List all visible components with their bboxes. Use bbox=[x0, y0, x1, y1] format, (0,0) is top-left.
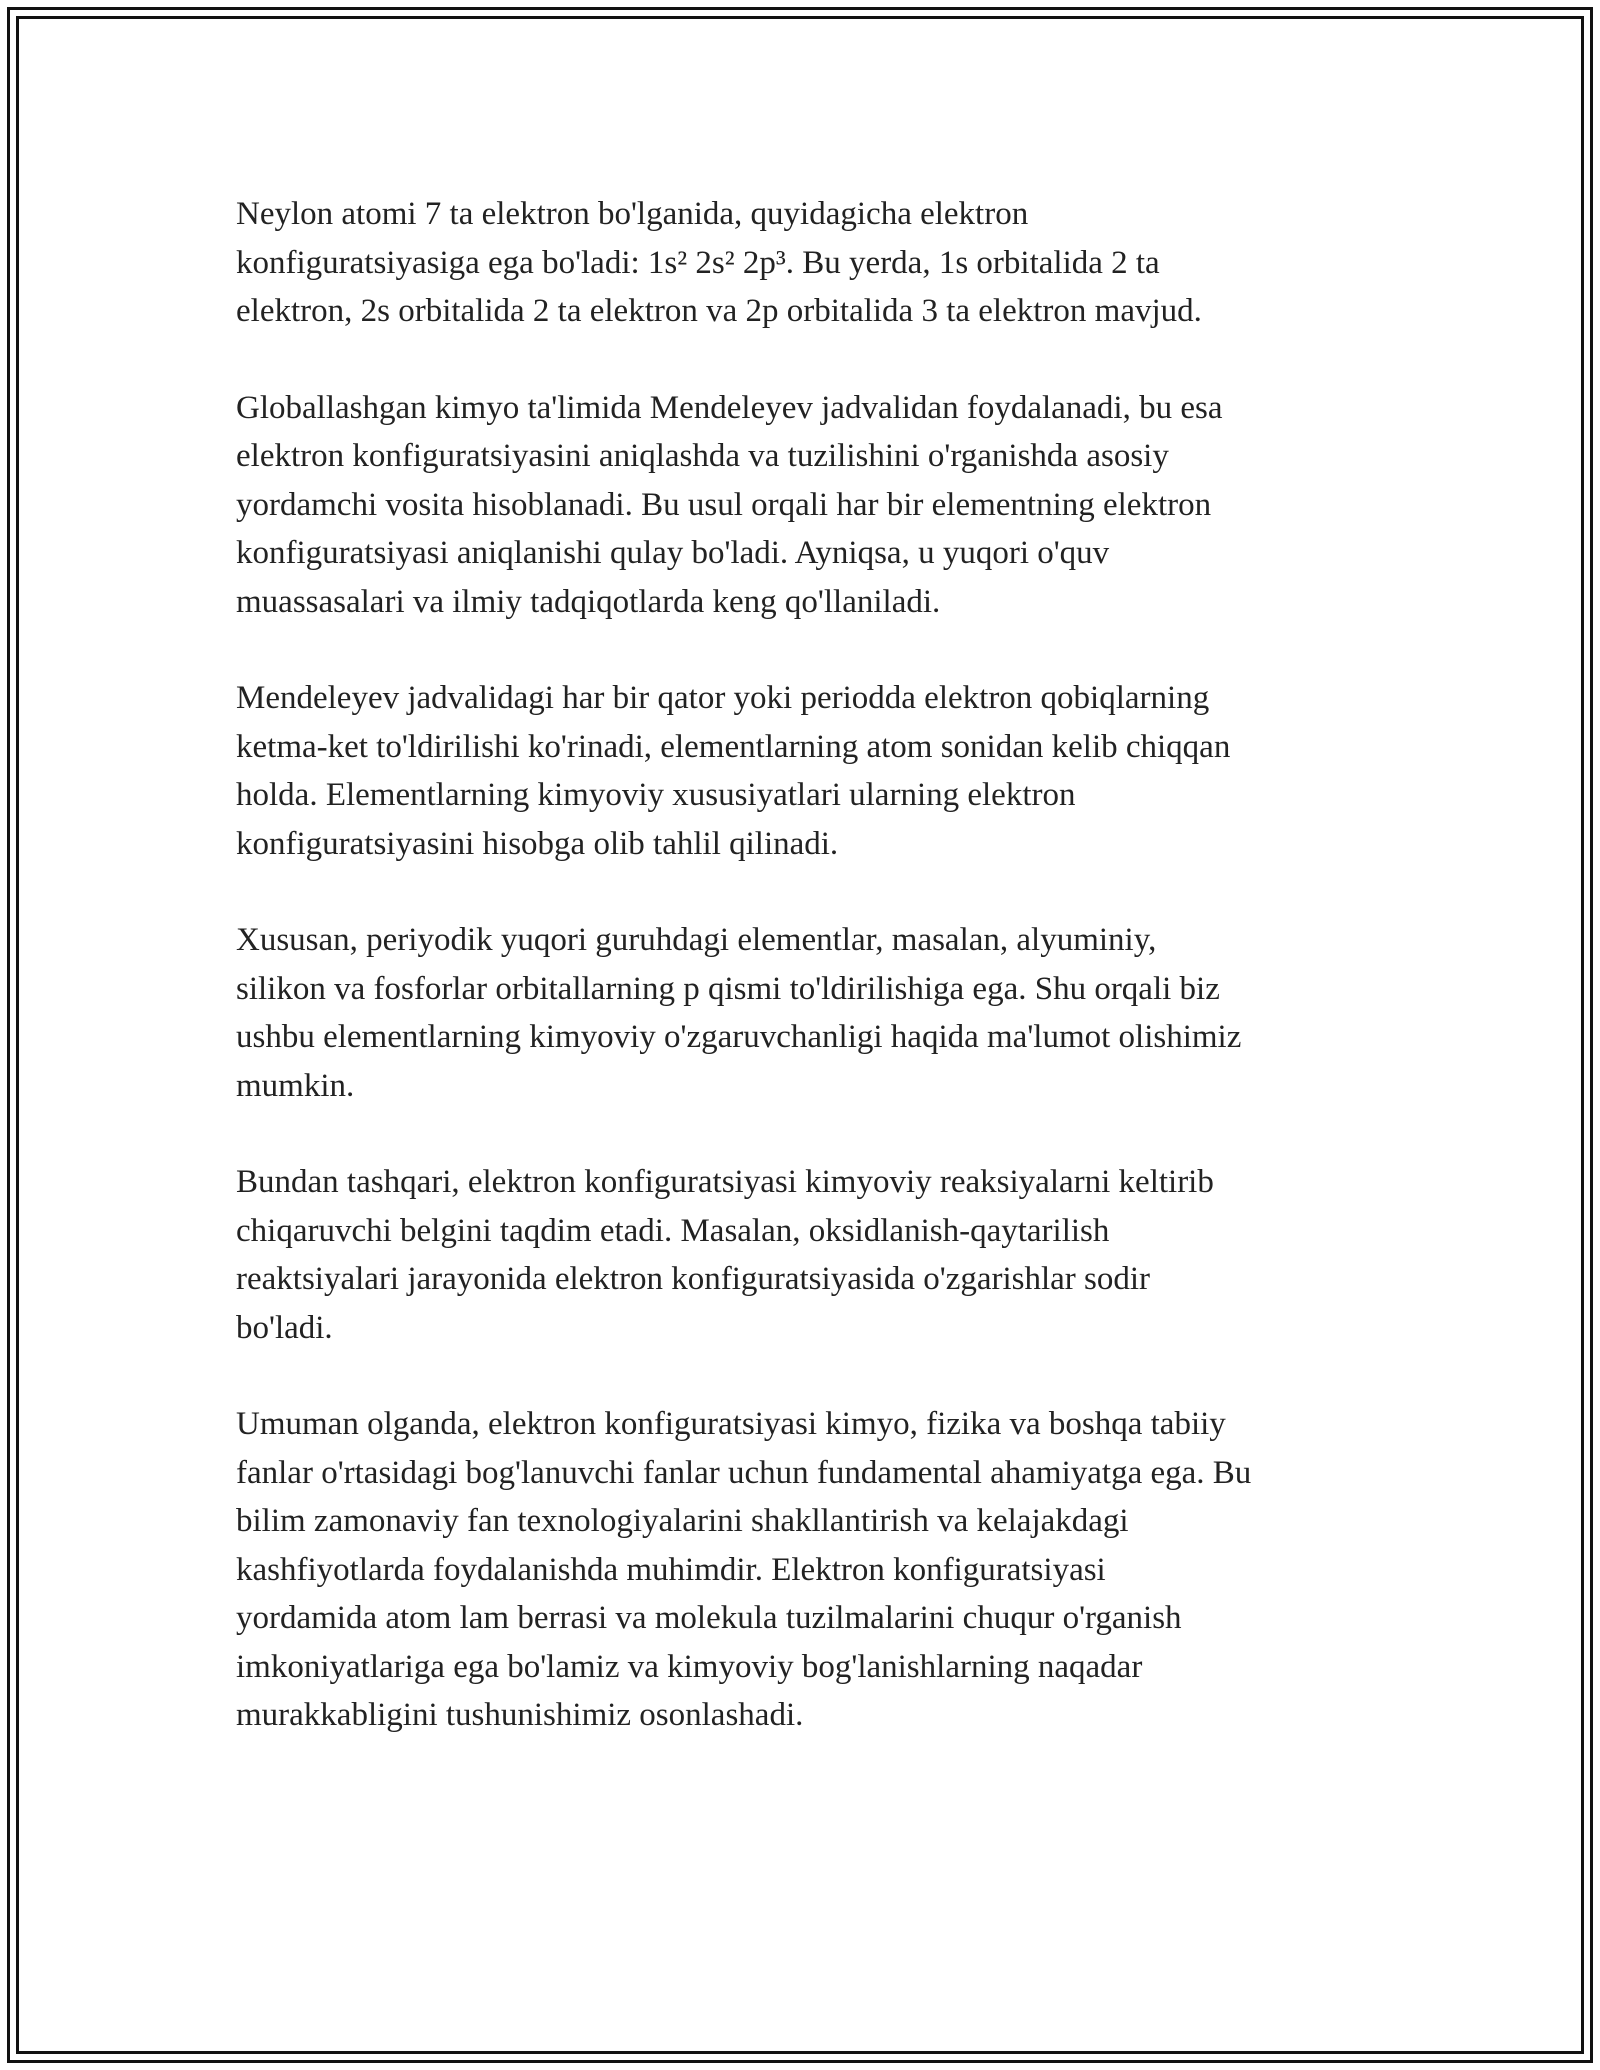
paragraph-p-block-elements: Xususan, periyodik yuqori guruhdagi elementlar, masalan, alyuminiy, silikon va fosforlar orbitallarning p qismi to'ldirilishiga ega. Shu orqali biz ushbu elementlarning kimyoviy o'zgaruvchanligi haqida ma'lumot olishimiz mumkin. bbox=[236, 922, 1242, 1104]
paragraph-electron-configuration: Neylon atomi 7 ta elektron bo'lganida, quyidagicha elektron konfiguratsiyasiga ega bo'ladi: 1s² 2s² 2p³. Bu yerda, 1s orbitalida 2 ta elektron, 2s orbitalida 2 ta elektron va 2p orbitalida 3 ta elektron mavjud. bbox=[236, 196, 1202, 329]
paragraph-redox-reactions: Bundan tashqari, elektron konfiguratsiyasi kimyoviy reaksiyalarni keltirib chiqaruvchi belgini taqdim etadi. Masalan, oksidlanish-qaytarilish reaktsiyalari jarayonida elektron konfiguratsiyasida o'zgarishlar sodir bo'ladi. bbox=[236, 1164, 1214, 1346]
paragraph-mendeleev-table-education: Globallashgan kimyo ta'limida Mendeleyev jadvalidan foydalanadi, bu esa elektron konfiguratsiyasini aniqlashda va tuzilishini o'rganishda asosiy yordamchi vosita hisoblanadi. Bu usul orqali har bir elementning elektron konfiguratsiyasi aniqlanishi qulay bo'ladi. Ayniqsa, u yuqori o'quv muassasalari va ilmiy tadqiqotlarda keng qo'llaniladi. bbox=[236, 389, 1223, 620]
paragraph-periods-and-shells: Mendeleyev jadvalidagi har bir qator yoki periodda elektron qobiqlarning ketma-ket to'ldirilishi ko'rinadi, elementlarning atom sonidan kelib chiqqan holda. Elementlarning kimyoviy xususiyatlari ularning elektron konfiguratsiyasini hisobga olib tahlil qilinadi. bbox=[236, 680, 1231, 862]
paragraph-conclusion: Umuman olganda, elektron konfiguratsiyasi kimyo, fizika va boshqa tabiiy fanlar o'rtasidagi bog'lanuvchi fanlar uchun fundamental ahamiyatga ega. Bu bilim zamonaviy fan texnologiyalarini shakllantirish va kelajakdagi kashfiyotlarda foydalanishda muhimdir. Elektron konfiguratsiyasi yordamida atom lam berrasi va molekula tuzilmalarini chuqur o'rganish imkoniyatlariga ega bo'lamiz va kimyoviy bog'lanishlarning naqadar murakkabligini tushunishimiz osonlashadi. bbox=[236, 1406, 1252, 1733]
document-body bbox=[236, 190, 1376, 1788]
